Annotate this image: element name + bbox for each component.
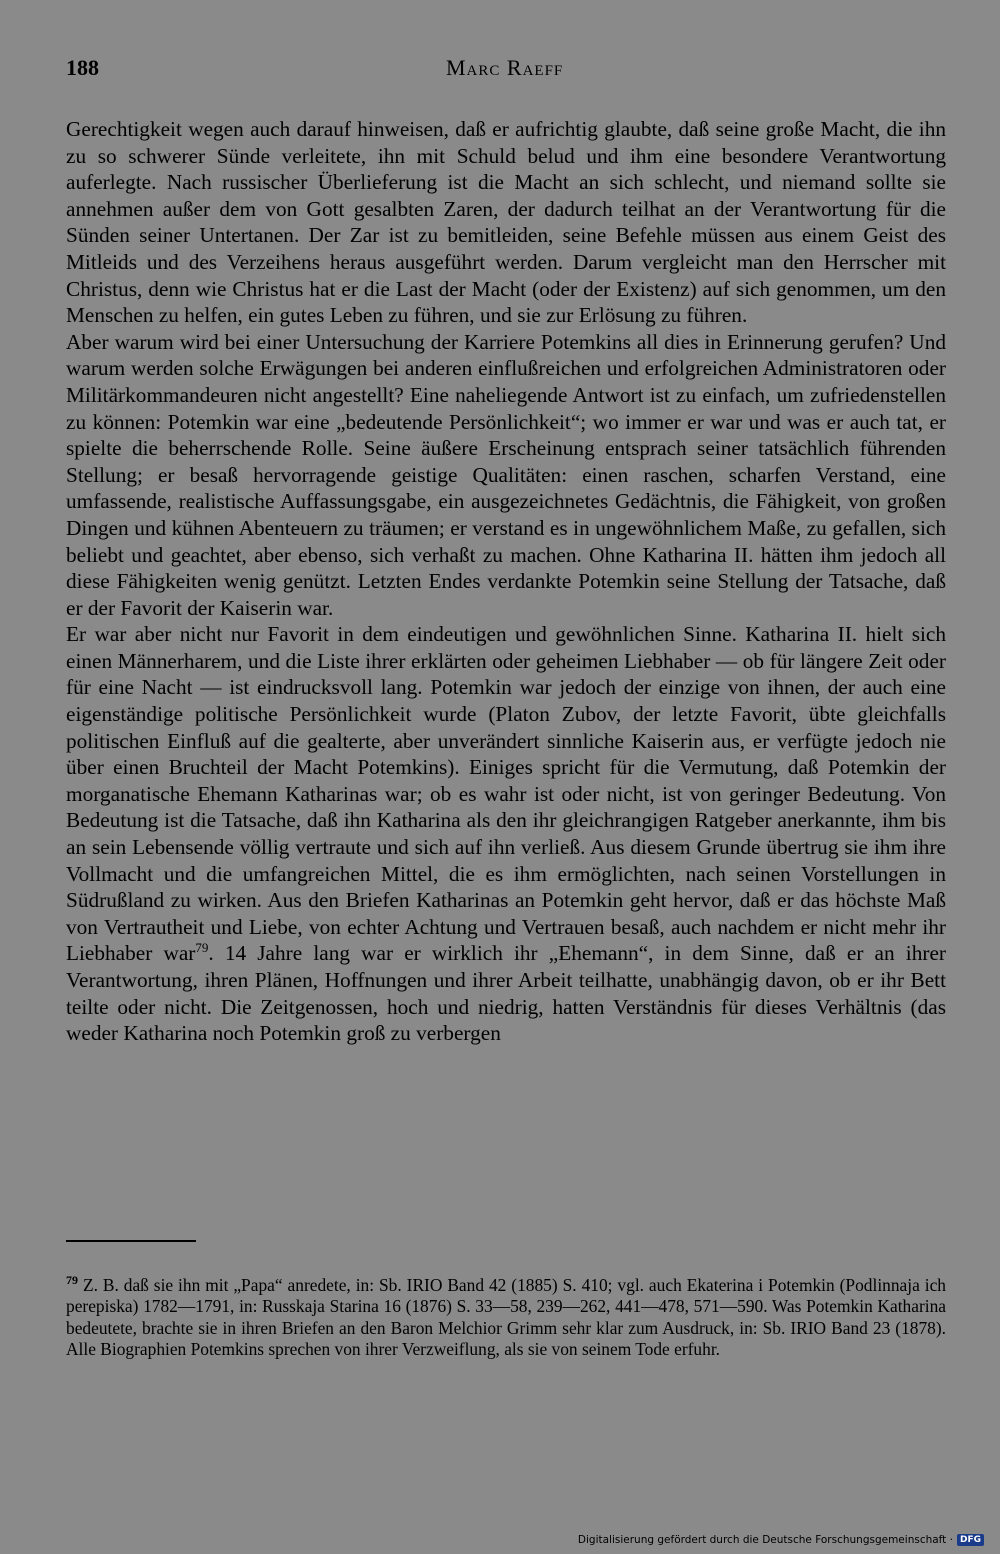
footnote-text: Z. B. daß sie ihn mit „Papa“ anredete, in: Sb. IRIO Band 42 (1885) S. 410; vgl. auch Ekaterina i Potemkin (Podlinnaja ich perepiska) 1782—1791, in: Russkaja Starina 16 (1876) S. 33—58, 239—262, 441—478, 571—590. Was Potemkin Katharina bedeutete, brachte sie in ihren Briefen an den Baron Melchior Grimm sehr klar zum Ausdruck, in: Sb. IRIO Band 23 (1878). Alle Biographien Potemkins sprechen von ihrer Verzweiflung, als sie von seinem Tode erfuhr. — [66, 1274, 946, 1360]
credit-text: Digitalisierung gefördert durch die Deutsche Forschungsgemeinschaft · — [577, 1534, 953, 1546]
footnote-mark: 79 — [66, 1273, 78, 1287]
paragraph-1: Gerechtigkeit wegen auch darauf hinweisen, daß er aufrichtig glaubte, daß seine große Macht, die ihn zu so schwerer Sünde verleitete, ihn mit Schuld belud und ihm eine besondere Verantwortung auferlegte. Nach russischer Überlieferung ist die Macht an sich schlecht, und niemand sollte sie annehmen außer dem von Gott gesalbten Zaren, der dadurch teilhat an der Verantwortung für die Sünden seiner Untertanen. Der Zar ist zu bemitleiden, seine Befehle müssen aus einem Geist des Mitleids und des Verzeihens heraus ausgeführt werden. Darum vergleicht man den Herrscher mit Christus, denn wie Christus hat er die Last der Macht (oder der Existenz) auf sich genommen, um den Menschen zu helfen, ein gutes Leben zu führen, und sie zur Erlösung zu führen. — [66, 117, 946, 328]
dfg-logo-icon: DFG — [957, 1534, 984, 1546]
paragraph-3 — [66, 621, 946, 1047]
footnote-reference[interactable]: 79 — [195, 940, 209, 956]
body-text — [66, 116, 946, 1047]
digitization-credit — [578, 1534, 984, 1546]
paragraph-2: Aber warum wird bei einer Untersuchung der Karriere Potemkins all dies in Erinnerung gerufen? Und warum werden solche Erwägungen bei anderen einflußreichen und erfolgreichen Administratoren oder Militärkommandeuren nicht angestellt? Eine naheliegende Antwort ist zu einfach, um zufriedenstellen zu können: Potemkin war eine „bedeutende Persönlichkeit“; wo immer er war und was er auch tat, er spielte die beherrschende Rolle. Seine äußere Erscheinung entsprach seiner tatsächlich führenden Stellung; er besaß hervorragende geistige Qualitäten: einen raschen, scharfen Verstand, eine umfassende, realistische Auffassungsgabe, ein ausgezeichnetes Gedächtnis, die Fähigkeit, von großen Dingen und kühnen Abenteuern zu träumen; er verstand es in ungewöhnlichem Maße, zu gefallen, sich beliebt und geachtet, aber ebenso, sich verhaßt zu machen. Ohne Katharina II. hätten ihm jedoch all diese Fähigkeiten wenig genützt. Letzten Endes verdankte Potemkin seine Stellung der Tatsache, daß er der Favorit der Kaiserin war. — [66, 329, 946, 620]
page-header — [66, 55, 946, 85]
paragraph-3-text-b: . 14 Jahre lang war er wirklich ihr „Ehemann“, in dem Sinne, daß er an ihrer Verantwortung, ihren Plänen, Hoffnungen und ihrer Arbeit teilhatte, unabhängig davon, ob er ihr Bett teilte oder nicht. Die Zeitgenossen, hoch und niedrig, hatten Verständnis für dieses Verhältnis (das weder Katharina noch Potemkin groß zu verbergen — [66, 941, 946, 1046]
paragraph-3-text-a: Er war aber nicht nur Favorit in dem eindeutigen und gewöhnlichen Sinne. Katharina II. hielt sich einen Männerharem, und die Liste ihrer erklärten oder geheimen Liebhaber — ob für längere Zeit oder für eine Nacht — ist eindrucksvoll lang. Potemkin war jedoch der einzige von ihnen, der auch eine eigenständige politische Persönlichkeit wurde (Platon Zubov, der letzte Favorit, übte gleichfalls politischen Einfluß auf die gealterte, aber unverändert sinnliche Kaiserin aus, er verfügte jedoch nie über einen Bruchteil der Macht Potemkins). Einiges spricht für die Vermutung, daß Potemkin der morganatische Ehemann Katharinas war; ob es wahr ist oder nicht, ist von geringer Bedeutung. Von Bedeutung ist die Tatsache, daß ihn Katharina als den ihr gleichrangigen Ratgeber anerkannte, ihm bis an sein Lebensende völlig vertraute und sich auf ihn verließ. Aus diesem Grunde übertrug sie ihm ihre Vollmacht und die umfangreichen Mittel, die es ihm ermöglichten, nach seinen Vorstellungen in Südrußland zu wirken. Aus den Briefen Katharinas an Potemkin geht hervor, daß er das höchste Maß von Vertrautheit und Liebe, von echter Achtung und Vertrauen besaß, auch nachdem er nicht mehr ihr Liebhaber war — [66, 622, 946, 966]
footnote-divider — [66, 1240, 196, 1242]
footnotes — [66, 1270, 946, 1361]
page-number: 188 — [66, 55, 99, 80]
footnote-79 — [66, 1270, 946, 1361]
running-head: Marc Raeff — [446, 55, 564, 80]
